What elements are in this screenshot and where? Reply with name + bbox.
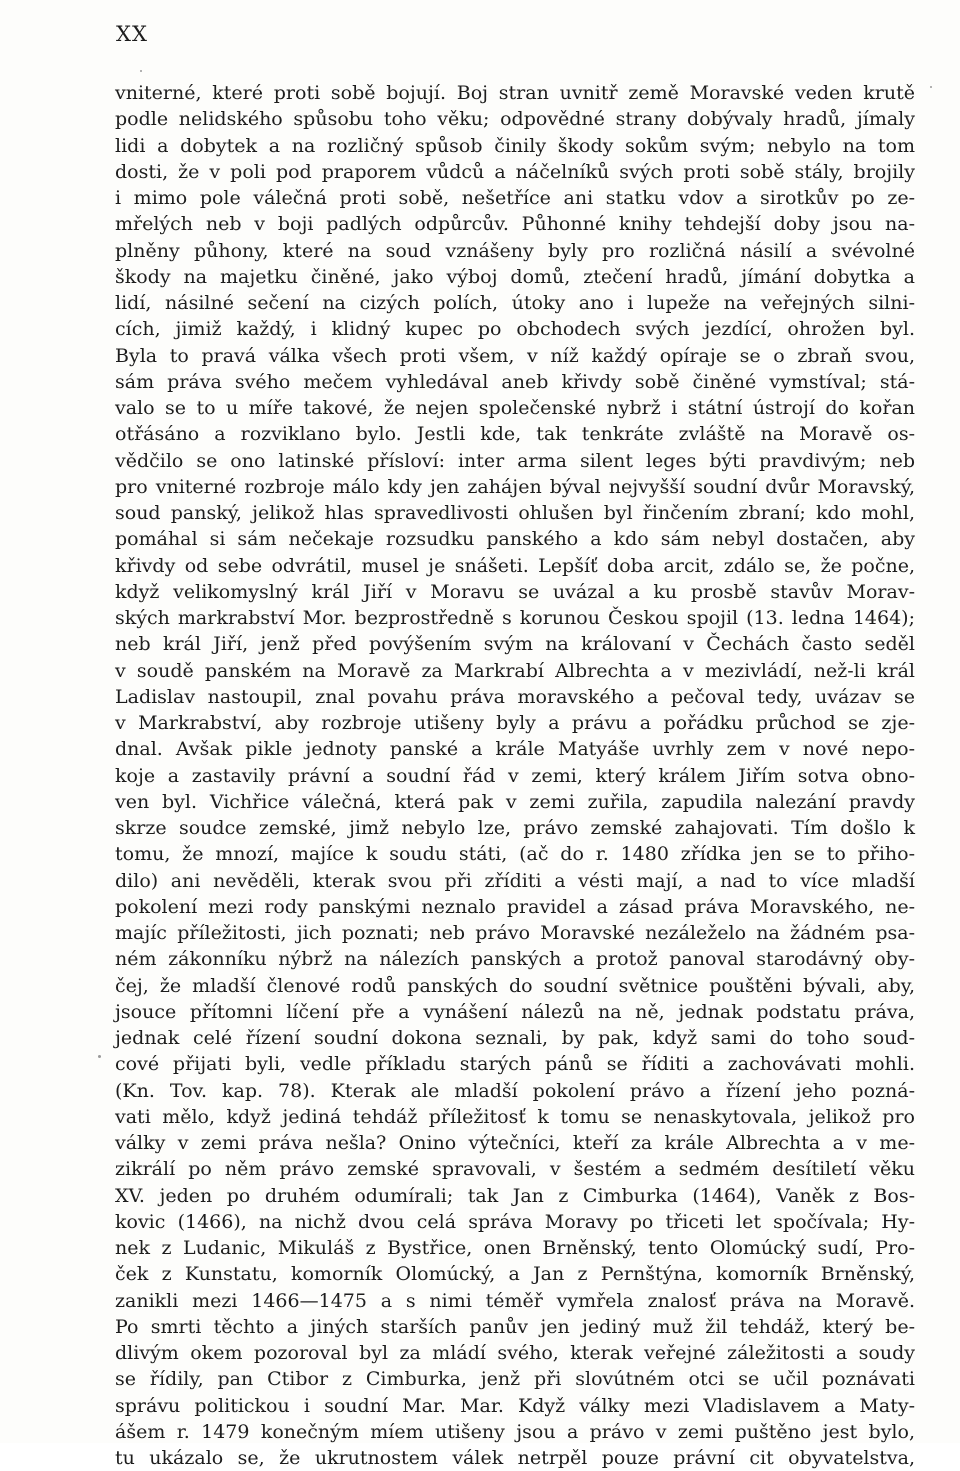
body-text [115, 80, 915, 1471]
text-line: otřásáno a rozviklano bylo. Jestli kde, tak tenkráte zvláště na Moravě os- [115, 423, 915, 446]
text-line: koje a zastavily právní a soudní řád v zemi, který králem Jiřím sotva obno- [115, 764, 915, 787]
text-line: ven byl. Vichřice válečná, která pak v zemi zuřila, zapudila nalezání pravdy [115, 790, 915, 813]
text-line: ček z Kunstatu, komorník Olomúcký, a Jan z Pernštýna, komorník Brněnský, [115, 1263, 915, 1286]
text-line: se řídily, pan Ctibor z Cimburka, jenž při slovútném otci se učil poznávati [115, 1368, 915, 1391]
text-line: mřelých neb v boji padlých odpůrcův. Půhonné knihy tehdejší doby jsou na- [115, 213, 915, 236]
text-line: správu politickou i soudní Mar. Mar. Když války mezi Vladislavem a Maty- [115, 1394, 915, 1417]
text-line: čej, že mladší členové rodů panských do soudní světnice pouštěni bývali, aby, [115, 974, 915, 997]
text-line: Ladislav nastoupil, znal povahu práva moravského a pečoval tedy, uvázav se [115, 685, 915, 708]
text-line: vniterné, které proti sobě bojují. Boj stran uvnitř země Moravské veden krutě [115, 82, 915, 104]
text-line: tomu, že mnozí, majíce k soudu státi, (ač do r. 1480 zřídka jen se to přiho- [115, 843, 915, 866]
text-line: pokolení mezi rody panskými neznalo pravidel a zásad práva Moravského, ne- [115, 895, 915, 918]
text-line: v soudě panském na Moravě za Markrabí Albrechta a v mezivládí, než-li král [115, 659, 915, 682]
text-line: XV. jeden po druhém odumírali; tak Jan z Cimburka (1464), Vaněk z Bos- [115, 1184, 915, 1207]
text-line: škody na majetku činěné, jako výboj domů, ztečení hradů, jímání dobytka a [115, 265, 915, 288]
text-line: neb král Jiří, jenž před povýšením svým na královaní v Čechách často seděl [115, 633, 915, 656]
text-line: vědčilo se ono latinské přísloví: inter arma silent leges býti pravdivým; neb [115, 449, 915, 472]
text-line: nek z Ludanic, Mikuláš z Bystřice, onen Brněnský, tento Olomúcký sudí, Pro- [115, 1237, 915, 1259]
text-line: valo se to u míře takové, že nejen společenské nybrž i státní ústrojí do kořan [115, 397, 915, 419]
text-line: jednak celé řízení soudní dokona seznali, by pak, když sami do toho soud- [115, 1027, 915, 1049]
text-line: zanikli mezi 1466—1475 a s nimi téměř vymřela znalosť práva na Moravě. [115, 1289, 915, 1312]
text-line: dlivým okem pozoroval byl za mládí svého, kterak veřejné záležitosti a soudy [115, 1342, 915, 1364]
paper-speck [98, 1055, 101, 1058]
text-line: skrze soudce zemské, jimž nebylo lze, právo zemské zahajovati. Tím došlo k [115, 817, 915, 839]
text-line: majíc příležitosti, jich poznati; neb právo Moravské nezáleželo na žádném psa- [115, 922, 915, 944]
text-line: cích, jimiž každý, i klidný kupec po obchodech svých jezdící, ohrožen byl. [115, 318, 915, 341]
text-line: sám práva svého mečem vyhledával aneb křivdy sobě činěné vymstíval; stá- [115, 370, 915, 393]
text-line: soud panský, jelikož hlas spravedlivosti ohlušen byl řinčením zbraní; kdo mohl, [115, 502, 915, 524]
text-line: lidí, násilné sečení na cizých polích, útoky ano i lupeže na veřejných silni- [115, 292, 915, 314]
text-line: Byla to pravá válka všech proti všem, v níž každý opíraje se o zbraň svou, [115, 344, 915, 367]
text-line: křivdy od sebe odvrátil, musel je snášeti. Lepšíť doba arcit, zdálo se, že počne, [115, 554, 915, 577]
text-line: plněny půhony, které na soud vznášeny byly pro rozličná násilí a svévolné [115, 239, 915, 262]
text-line: ských markrabství Mor. bezprostředně s korunou Českou spojil (13. ledna 1464); [115, 607, 915, 629]
text-line: dnal. Avšak pikle jednoty panské a krále Matyáše uvrhly zem v nové nepo- [115, 738, 915, 761]
text-line: ášem r. 1479 konečným míem utišeny jsou a právo v zemi puštěno jest bylo, [115, 1420, 915, 1443]
paper-speck [930, 86, 932, 88]
text-line: dilo) ani nevěděli, kterak svou při zříditi a vésti mají, a nad to více mladší [115, 869, 915, 892]
text-line: pomáhal si sám nečekaje rozsudku panského a kdo sám nebyl dostačen, aby [115, 528, 915, 551]
text-line: lidi a dobytek a na rozličný spůsob činily škody sokům svým; nebylo na tom [115, 134, 915, 157]
text-line: Po smrti těchto a jiných starších panův jen jediný muž žil tehdáž, který be- [115, 1315, 915, 1338]
page-number: XX [116, 22, 148, 46]
text-line: tu ukázalo se, že ukrutnostem válek netrpěl pouze právní cit obyvatelstva, [115, 1447, 915, 1469]
text-line: války v zemi práva nešla? Onino výtečníci, kteří za krále Albrechta a v me- [115, 1132, 915, 1154]
text-line: v Markrabství, aby rozbroje utišeny byly a právu a pořádku průchod se zje- [115, 712, 915, 734]
text-line: vati mělo, když jediná tehdáž příležitosť k tomu se nenaskytovala, jelikož pro [115, 1105, 915, 1128]
text-line: ném zákonníku nýbrž na nálezích panských a protož panoval starodávný oby- [115, 948, 915, 971]
text-line: (Kn. Tov. kap. 78). Kterak ale mladší pokolení právo a řízení jeho pozná- [115, 1079, 915, 1102]
text-line: pro vniterné rozbroje málo kdy jen zahájen býval nejvyšší soudní dvůr Moravský, [115, 475, 915, 498]
paper-speck [140, 70, 142, 72]
text-line: i mimo pole válečná proti sobě, nešetříce ani statku vdov a sirotkův po ze- [115, 187, 915, 209]
text-line: cové přijati byli, vedle příkladu starých pánů se říditi a zachovávati mohli. [115, 1053, 915, 1076]
text-line: jsouce přítomni líčení pře a vynášení nálezů na ně, jednak podstatu práva, [115, 1000, 915, 1023]
text-line: podle nelidského spůsobu toho věku; odpovědné strany dobývaly hradů, jímaly [115, 108, 915, 131]
text-line: kovic (1466), na nichž dvou celá správa Moravy po třiceti let spočívala; Hy- [115, 1210, 915, 1233]
text-line: dosti, že v poli pod praporem vůdců a náčelníků svých proti sobě stály, brojily [115, 160, 915, 183]
text-line: zikrálí po něm právo zemské spravovali, v šestém a sedmém desítiletí věku [115, 1158, 915, 1181]
text-line: když velikomyslný král Jiří v Moravu se uvázal a ku prosbě stavův Morav- [115, 580, 915, 603]
